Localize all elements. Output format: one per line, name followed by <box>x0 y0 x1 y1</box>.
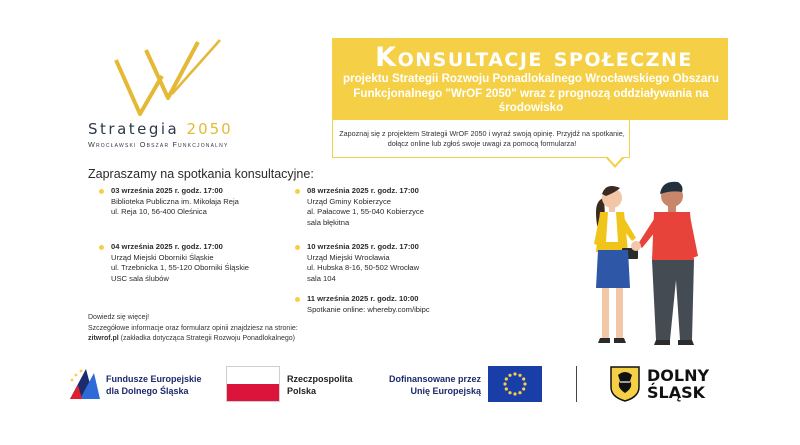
consultation-banner <box>332 38 728 120</box>
speech-tail-inner <box>607 156 623 165</box>
bullet-icon <box>295 245 300 250</box>
meeting-address: al. Pałacowe 1, 55-040 Kobierzyce <box>307 207 424 216</box>
dolny-slask-crest-icon <box>609 365 641 403</box>
fundusze-europejskie-icon <box>68 365 102 401</box>
info-link-line <box>88 334 298 345</box>
meeting-place: Urząd Miejski Wrocławia <box>307 252 390 262</box>
info-description: Szczegółowe informacje oraz formularz opinii znajdziesz na stronie: <box>88 324 298 332</box>
meeting-address: ul. Hubska 8-16, 50-502 Wrocław <box>307 263 420 272</box>
bullet-icon <box>295 297 300 302</box>
bullet-icon <box>99 245 104 250</box>
logo-title: Strategia 2050 <box>88 120 233 138</box>
meeting-date: 11 września 2025 r. godz. 10:00 <box>307 294 419 303</box>
banner-subtitle: projektu Strategii Rozwoju Ponadlokalnego Wrocławskiego Obszaru Funkcjonalnego "WrOF 2050" wraz z prognozą oddziaływania na środowisko <box>343 72 719 114</box>
poland-flag-icon <box>226 366 280 402</box>
footer-divider <box>576 366 577 402</box>
eu-label: Dofinansowane przez Unię Europejską <box>388 374 481 396</box>
meeting-room: sala błękitna <box>307 217 350 227</box>
rp-label: Rzeczpospolita Polska <box>287 374 353 396</box>
meeting-online-link[interactable]: Spotkanie online: whereby.com/ibipc <box>307 304 430 314</box>
more-info <box>88 313 298 345</box>
meeting-item <box>307 294 507 315</box>
meeting-date: 03 września 2025 r. godz. 17:00 <box>111 186 223 195</box>
ds-label: DOLNY ŚLĄSK <box>647 366 710 402</box>
speech-text: Zapoznaj się z projektem Strategii WrOF 2050 i wyraź swoją opinię. Przyjdź na spotkanie, dołącz online lub zgłoś swoje uwagi za pomocą formularza! <box>339 129 625 148</box>
logo-subtitle: Wrocławski Obszar Funkcjonalny <box>88 140 229 149</box>
banner-title: Konsultacje społeczne <box>375 42 693 73</box>
eu-flag-icon <box>488 366 542 402</box>
meeting-address: ul. Reja 10, 56-400 Oleśnica <box>111 207 207 216</box>
meeting-place: Biblioteka Publiczna im. Mikołaja Reja <box>111 196 239 206</box>
meeting-item <box>307 242 507 284</box>
meeting-date: 08 września 2025 r. godz. 17:00 <box>307 186 419 195</box>
info-link[interactable]: zitwrof.pl <box>88 335 119 342</box>
meeting-place: Urząd Miejski Oborniki Śląskie <box>111 252 214 262</box>
strategia-logo <box>88 38 248 148</box>
meeting-address: ul. Trzebnicka 1, 55-120 Oborniki Śląskie <box>111 263 250 272</box>
people-handshake-illustration <box>574 176 714 356</box>
meeting-item <box>111 186 311 218</box>
meeting-room: sala 104 <box>307 273 336 283</box>
info-link-note: (zakładka dotycząca Strategii Rozwoju Ponadlokalnego) <box>118 335 295 342</box>
fe-label: Fundusze Europejskie dla Dolnego Śląska <box>106 374 202 396</box>
meeting-item <box>111 242 311 284</box>
meeting-room: USC sala ślubów <box>111 273 169 283</box>
meeting-date: 04 września 2025 r. godz. 17:00 <box>111 242 223 251</box>
meetings-headline: Zapraszamy na spotkania konsultacyjne: <box>88 167 314 181</box>
w-logo-icon <box>110 38 228 118</box>
meeting-date: 10 września 2025 r. godz. 17:00 <box>307 242 419 251</box>
bullet-icon <box>295 189 300 194</box>
bullet-icon <box>99 189 104 194</box>
meeting-place: Urząd Gminy Kobierzyce <box>307 196 391 206</box>
info-heading: Dowiedz się więcej! <box>88 314 150 321</box>
meeting-item <box>307 186 507 228</box>
speech-bubble <box>332 120 630 158</box>
